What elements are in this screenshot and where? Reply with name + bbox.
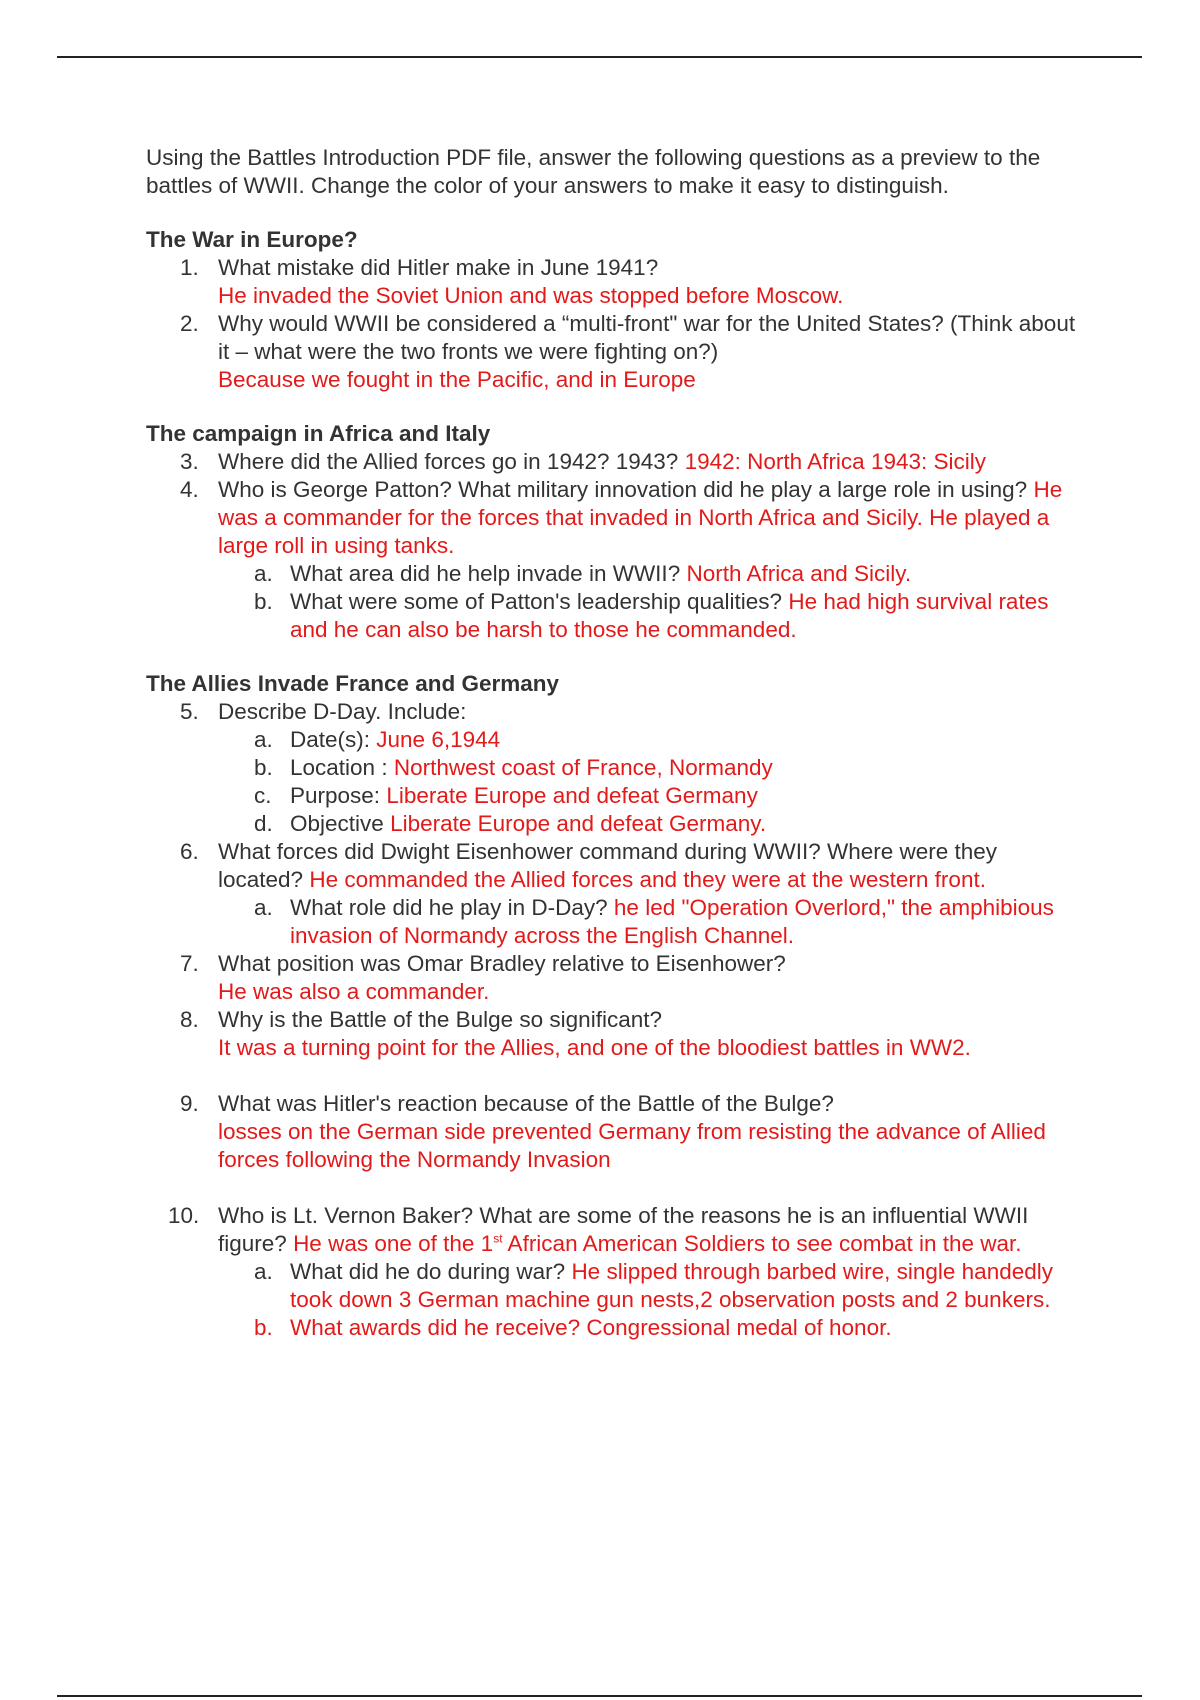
question-text: Who is George Patton? What military innovation did he play a large role in using? [218,477,1028,502]
spacer [146,1174,1086,1202]
sub-letter: a. [254,561,273,586]
question-text: Who is Lt. Vernon Baker? What are some of the reasons he is an influential WWII figure? [218,1203,1029,1256]
sub-letter: a. [254,895,273,920]
question-text: What area did he help invade in WWII? [290,561,681,586]
spacer [146,1062,1086,1090]
sub-letter: a. [254,727,273,752]
question-4a [146,560,1086,588]
question-6 [146,838,1086,894]
answer-text: He had high survival rates and he can also be harsh to those he commanded. [290,589,1049,642]
question-6a [146,894,1086,950]
question-text: What did he do during war? [290,1259,566,1284]
top-rule [57,56,1142,58]
question-number: 9. [180,1091,199,1116]
sub-letter: c. [254,783,272,808]
section-heading: The War in Europe? [146,227,358,252]
question-3 [146,448,1086,476]
sub-letter: d. [254,811,273,836]
question-5c [146,782,1086,810]
question-9 [146,1090,1086,1174]
superscript-ordinal: st [493,1231,503,1246]
question-number: 8. [180,1007,199,1032]
section-france-germany [146,670,1086,1342]
answer-text: Liberate Europe and defeat Germany. [390,811,767,836]
question-4 [146,476,1086,560]
answer-text: North Africa and Sicily. [686,561,912,586]
question-text: What mistake did Hitler make in June 1941? [218,255,659,280]
sub-letter: b. [254,1315,273,1340]
question-number: 1. [180,255,199,280]
question-text: Objective [290,811,384,836]
question-text: Where did the Allied forces go in 1942? 1943? [218,449,679,474]
answer-text: he led "Operation Overlord," the amphibious invasion of Normandy across the English Channel. [290,895,1054,948]
section-heading: The campaign in Africa and Italy [146,421,491,446]
question-7 [146,950,1086,1006]
question-text: What position was Omar Bradley relative to Eisenhower? [218,951,786,976]
question-text: What role did he play in D-Day? [290,895,608,920]
question-text: What forces did Dwight Eisenhower command during WWII? Where were they located? [218,839,998,892]
question-10 [146,1202,1086,1258]
question-5d [146,810,1086,838]
question-text: Why is the Battle of the Bulge so significant? [218,1007,662,1032]
question-text: What were some of Patton's leadership qualities? [290,589,783,614]
answer-text: June 6,1944 [376,727,501,752]
question-4b [146,588,1086,644]
question-number: 3. [180,449,199,474]
question-text: Location : [290,755,388,780]
question-10b [146,1314,1086,1342]
question-8 [146,1006,1086,1062]
answer-part: African American Soldiers to see combat in the war. [502,1231,1022,1256]
answer-text: He was also a commander. [218,979,490,1004]
answer-part: He was one of the 1 [293,1231,494,1256]
answer-text [293,1231,1022,1256]
intro-paragraph: Using the Battles Introduction PDF file, answer the following questions as a preview to the battles of WWII. Change the color of your answers to make it easy to distinguish. [146,145,1041,198]
sub-letter: b. [254,589,273,614]
question-text: What was Hitler's reaction because of the Battle of the Bulge? [218,1091,834,1116]
document-body [146,144,1086,1342]
sub-letter: a. [254,1259,273,1284]
bottom-rule [57,1695,1142,1697]
question-number: 2. [180,311,199,336]
answer-text: 1942: North Africa 1943: Sicily [684,449,987,474]
question-number: 10. [168,1203,200,1228]
answer-text: Northwest coast of France, Normandy [393,755,773,780]
answer-text: Liberate Europe and defeat Germany [386,783,758,808]
question-text: Date(s): [290,727,371,752]
answer-text: He slipped through barbed wire, single handedly took down 3 German machine gun nests,2 observation posts and 2 bunkers. [290,1259,1054,1312]
answer-text: It was a turning point for the Allies, and one of the bloodiest battles in WW2. [218,1035,971,1060]
answer-text: losses on the German side prevented Germany from resisting the advance of Allied forces following the Normandy Invasion [218,1119,1046,1172]
question-1 [146,254,1086,310]
question-text: What awards did he receive? Congressional medal of honor. [290,1315,892,1340]
answer-text: He was a commander for the forces that invaded in North Africa and Sicily. He played a large roll in using tanks. [218,477,1063,558]
section-war-in-europe [146,226,1086,394]
section-heading: The Allies Invade France and Germany [146,671,560,696]
question-5a [146,726,1086,754]
question-5 [146,698,1086,726]
question-number: 4. [180,477,199,502]
section-africa-italy [146,420,1086,644]
question-text: Describe D-Day. Include: [218,699,467,724]
answer-text: Because we fought in the Pacific, and in Europe [218,367,696,392]
question-number: 5. [180,699,199,724]
question-number: 6. [180,839,199,864]
question-5b [146,754,1086,782]
question-number: 7. [180,951,199,976]
answer-text: He commanded the Allied forces and they were at the western front. [309,867,986,892]
question-text: Purpose: [290,783,381,808]
sub-letter: b. [254,755,273,780]
question-text: Why would WWII be considered a “multi-front" war for the United States? (Think about it – what were the two fronts we were fighting on?) [218,311,1076,364]
question-10a [146,1258,1086,1314]
question-2 [146,310,1086,394]
answer-text: He invaded the Soviet Union and was stopped before Moscow. [218,283,844,308]
